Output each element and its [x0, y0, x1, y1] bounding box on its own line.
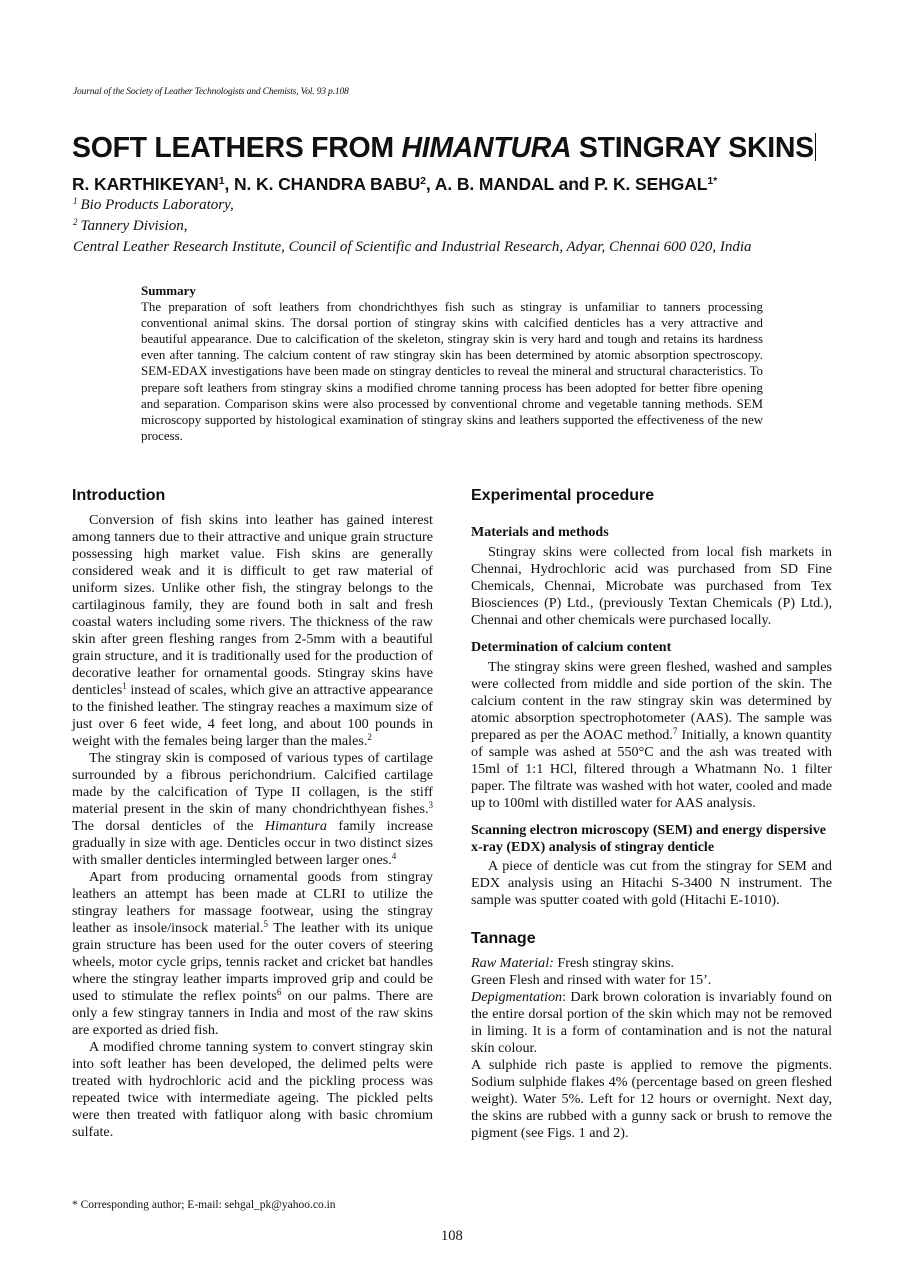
intro-paragraph-2 — [72, 750, 433, 869]
spacer — [471, 909, 832, 929]
author-4-affiliation: 1* — [707, 175, 718, 187]
text-span: on our palms. There are only a few stingray tanners in India and most of the raw skins are exported as dried fish. — [72, 988, 433, 1038]
calcium-paragraph — [471, 659, 832, 812]
affiliation-text: Tannery Division, — [80, 218, 188, 234]
experimental-heading: Experimental procedure — [471, 487, 655, 504]
calcium-heading: Determination of calcium content — [471, 640, 672, 655]
text-cursor — [815, 133, 817, 161]
affiliation-2 — [73, 218, 187, 235]
affiliation-1 — [73, 197, 234, 214]
title-part-2: STINGRAY SKINS — [571, 132, 814, 164]
spacer — [471, 629, 832, 639]
genus-name: Himantura — [264, 818, 327, 834]
affiliation-text: Central Leather Research Institute, Council of Scientific and Industrial Research, Adyar, Chennai 600 020, India — [73, 239, 752, 255]
sem-paragraph: A piece of denticle was cut from the stingray for SEM and EDX analysis using an Hitachi S-3400 N instrument. The sample was sputter coated with gold (Hitachi E-1010). — [471, 858, 832, 908]
raw-material-line — [471, 955, 832, 972]
spacer — [471, 512, 832, 524]
tannage-heading: Tannage — [471, 930, 536, 947]
text-span: The stingray skin is composed of various types of cartilage surrounded by a fibrous perichondrium. Calcified cartilage made by the calcification of Type II collagen, is the stiff material present in the skin of many chondrichthyean fishes. — [72, 750, 433, 817]
intro-paragraph-4: A modified chrome tanning system to convert stingray skin into soft leather has been developed, the delimed pelts were treated with hydrochloric acid and the pickling process was repeated twice with intermediate ageing. The pickled pelts were then treated with fatliquor along with basic chromium sulfate. — [72, 1039, 433, 1140]
intro-paragraph-3 — [72, 869, 433, 1039]
materials-heading: Materials and methods — [471, 525, 609, 540]
text-span: instead of scales, which give an attractive appearance to the finished leather. The stingray reaches a maximum size of just over 6 feet wide, 4 feet long, and about 100 pounds in weight with the females being larger than the males. — [72, 682, 433, 749]
summary-text: The preparation of soft leathers from chondrichthyes fish such as stingray is unfamiliar to tanners processing conventional animal skins. The dorsal portion of stingray skins with calcified denticles has a very attractive and beautiful appearance. Due to calcification of the skeleton, stingray skin is very hard and tough and retains its hardness even after tanning. The calcium content of raw stingray skin has been determined by atomic absorption spectroscopy. SEM-EDAX investigations have been made on stingray denticles to reveal the mineral and structural characteristics. To prepare soft leathers from stingray skins a modified chrome tanning process has been adopted for better fibre opening and separation. Comparison skins were also processed by conventional chrome and vegetable tanning methods. SEM microscopy supported by histological examination of stingray skins and leathers supported the effectiveness of the new process. — [141, 300, 763, 443]
reference-marker[interactable]: 2 — [367, 732, 372, 742]
affiliation-text: Bio Products Laboratory, — [80, 197, 234, 213]
reference-marker[interactable]: 6 — [276, 987, 282, 997]
introduction-heading: Introduction — [72, 487, 166, 504]
text-span: family increase gradually in size with age. Denticles occur in two distinct sizes with smaller denticles intermingled between larger ones. — [72, 818, 433, 868]
reference-marker[interactable]: 3 — [428, 800, 433, 810]
author-1-affiliation: 1 — [218, 175, 225, 187]
reference-marker[interactable]: 7 — [672, 726, 678, 736]
reference-marker[interactable]: 5 — [263, 919, 268, 929]
text-span: The stingray skins were green fleshed, washed and samples were collected from middle and side portion of the skin. The calcium content in the raw stingray skin was determined by atomic absorption spectrophotometer (AAS). The sample was prepared as per the AOAC method. — [471, 659, 832, 743]
author-2: , N. K. CHANDRA BABU — [224, 174, 421, 194]
affiliation-marker: 2 — [73, 217, 78, 227]
summary-section — [141, 283, 763, 444]
author-1: R. KARTHIKEYAN — [72, 174, 219, 194]
green-flesh-line: Green Flesh and rinsed with water for 15’. — [471, 972, 712, 988]
text-span: Apart from producing ornamental goods from stingray leathers an attempt has been made at CLRI to utilize the stingray leathers for massage footwear, using the stingray leather as insole/insock material. — [72, 869, 433, 936]
depigmentation-label: Depigmentation — [471, 989, 563, 1005]
text-span: Fresh stingray skins. — [553, 955, 675, 971]
author-list — [72, 174, 717, 195]
text-span: Initially, a known quantity of sample was ashed at 550°C and the ash was treated with 15ml of 1:1 HCl, filtered through a Whatmann No. 1 filter paper. The filtrate was washed with hot water, cooled and made up to 100ml with distilled water for AAS analysis. — [471, 727, 833, 811]
right-column — [471, 486, 832, 1142]
left-column — [72, 486, 433, 1141]
text-span: The dorsal denticles of the — [72, 818, 265, 834]
author-3-4: , A. B. MANDAL and P. K. SEHGAL — [425, 174, 708, 194]
reference-marker[interactable]: 1 — [122, 681, 127, 691]
raw-material-label: Raw Material: — [471, 955, 554, 971]
paper-title — [72, 132, 816, 165]
affiliation-marker: 1 — [73, 196, 78, 206]
depigmentation-paragraph — [471, 989, 832, 1057]
corresponding-author-footnote: * Corresponding author; E-mail: sehgal_pk@yahoo.co.in — [72, 1199, 336, 1211]
journal-header: Journal of the Society of Leather Technologists and Chemists, Vol. 93 p.108 — [73, 86, 349, 97]
text-span: Conversion of fish skins into leather has gained interest among tanners due to their attractive and unique grain structure possessing high market value. Fish skins are generally considered weak and it is difficult to get raw material of uniform sizes. Unlike other fish, the stingray belongs to the cartilaginous family, they are found both in salt and fresh coastal waters including some rivers. The thickness of the raw skin after green fleshing ranges from 2-5mm with a beautiful grain structure, and it is traditionally used for the production of decorative leather for ornamental goods. Stingray skins have denticles — [72, 512, 433, 698]
materials-paragraph: Stingray skins were collected from local fish markets in Chennai, Hydrochloric acid was purchased from SD Fine Chemicals, Chennai, Microbate was purchased from Tex Biosciences (P) Ltd., (previously Textan Chemicals (P) Ltd.), Chennai and other chemicals were purchased locally. — [471, 544, 832, 628]
title-part-1: SOFT LEATHERS FROM — [72, 132, 402, 164]
text-span: : Dark brown coloration is invariably found on the entire dorsal portion of the skin which may not be removed in liming. It is a form of contamination and is not the natural skin colour. — [471, 989, 832, 1056]
page-number: 108 — [441, 1228, 463, 1244]
sulphide-paragraph: A sulphide rich paste is applied to remove the pigments. Sodium sulphide flakes 4% (percentage based on green fleshed weight). Water 5%. Left for 12 hours or overnight. Next day, the skins are rubbed with a gunny sack or brush to remove the pigment (see Figs. 1 and 2). — [471, 1057, 832, 1141]
sem-heading: Scanning electron microscopy (SEM) and energy dispersive x-ray (EDX) analysis of stingray denticle — [471, 823, 826, 855]
text-span: The leather with its unique grain structure has been used for the outer covers of steering wheels, motor cycle grips, tennis racket and cricket bat handles where the stingray leather imparts improved grip and could be used to stimulate the reflex points — [72, 920, 433, 1004]
summary-heading: Summary — [141, 283, 196, 298]
intro-paragraph-1 — [72, 512, 433, 750]
title-genus: HIMANTURA — [401, 132, 572, 164]
spacer — [471, 812, 832, 822]
author-2-affiliation: 2 — [420, 175, 426, 187]
affiliation-institute — [73, 239, 752, 256]
reference-marker[interactable]: 4 — [391, 851, 397, 861]
